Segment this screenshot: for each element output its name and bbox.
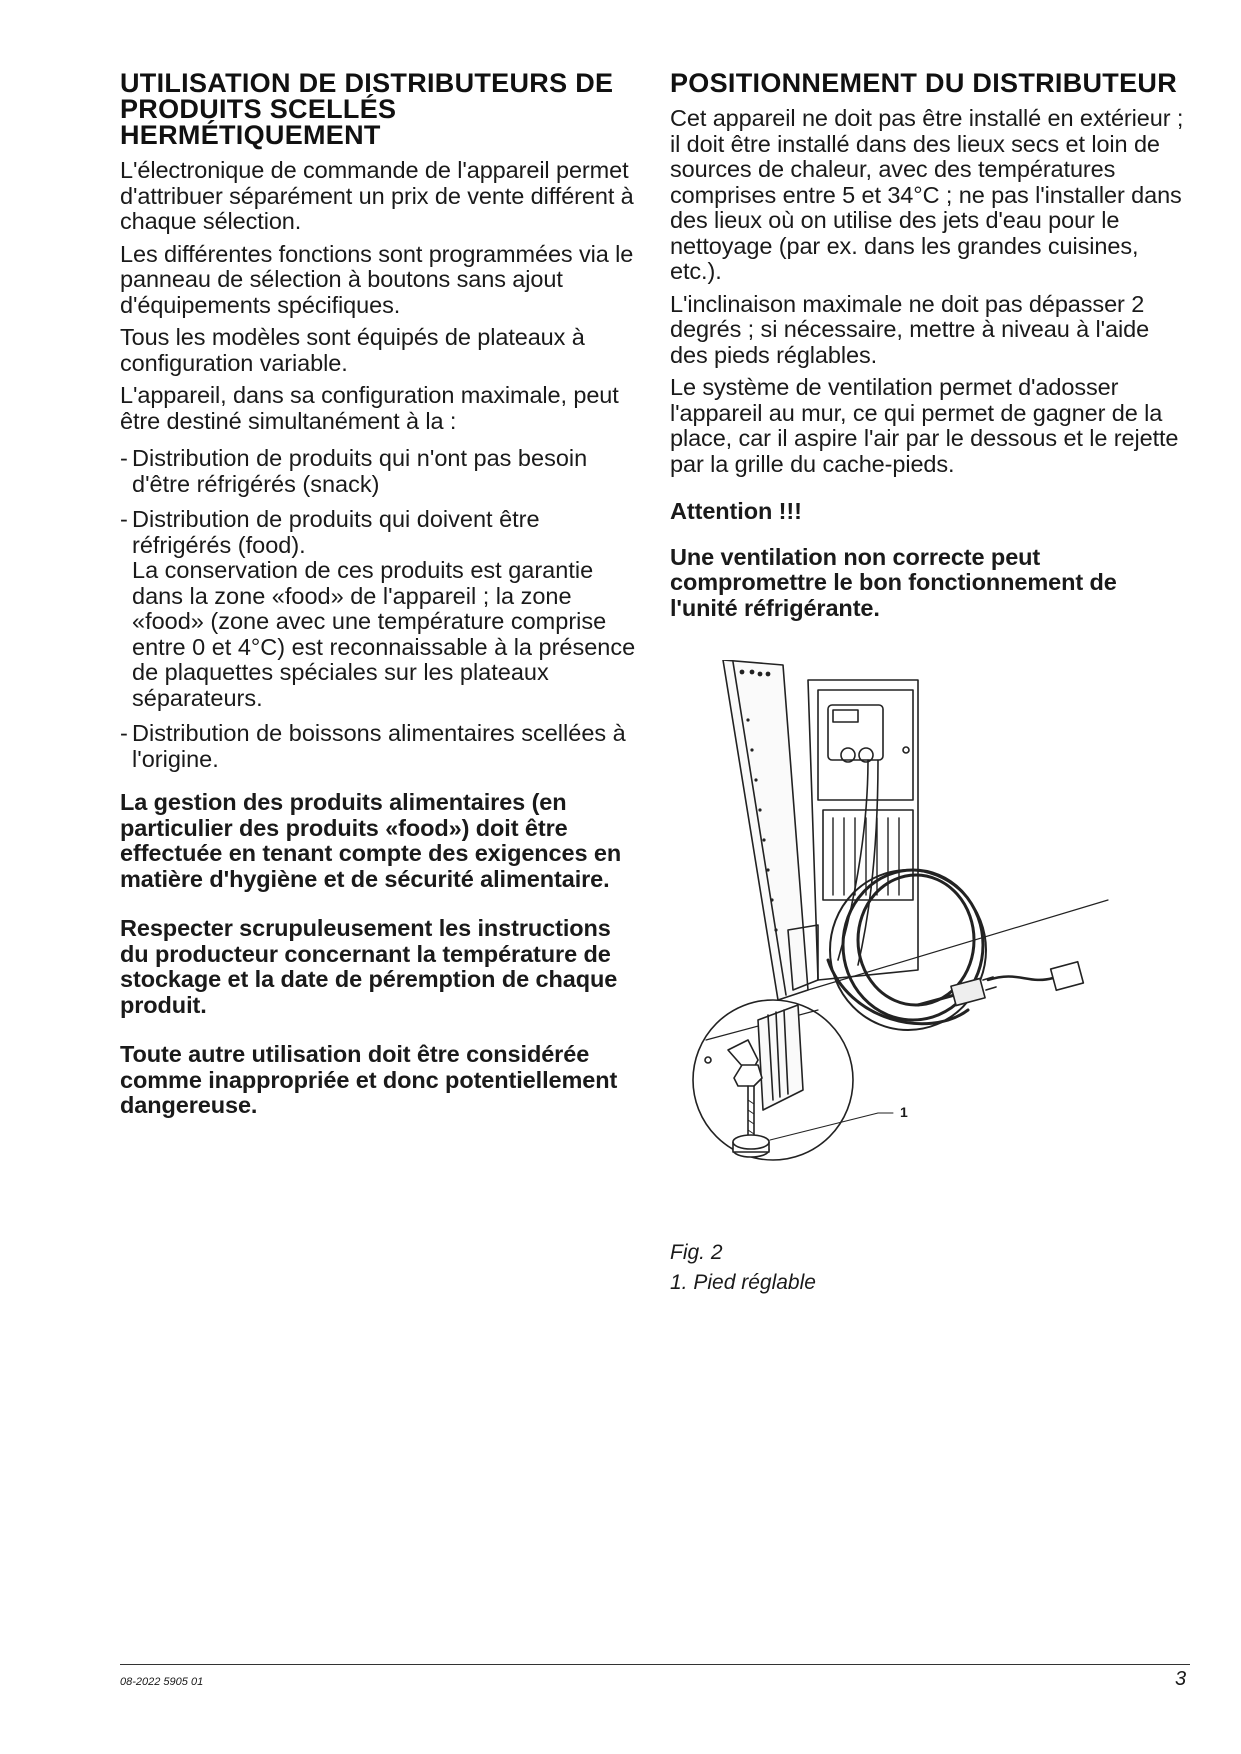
distribution-list: [120, 446, 640, 772]
figure-number: Fig. 2: [670, 1241, 723, 1264]
bold-note-hygiene: La gestion des produits alimentaires (en particulier des produits «food») doit être effectuée en tenant compte des exigences en matière d'hygiène et de sécurité alimentaire.: [120, 789, 622, 892]
list-item: - Distribution de produits qui doivent être réfrigérés (food). La conservation de ces produits est garantie dans la zone «food» de l'appareil ; la zone «food» (zone avec une température comprise entre 0 et 4°C) est reconnaissable à la présence de plaquettes spéciales sur les plateaux séparateurs.: [120, 507, 640, 711]
page-number: 3: [1175, 1668, 1187, 1690]
attention-label: Attention !!!: [670, 498, 802, 524]
ventilation-warning: Une ventilation non correcte peut compromettre le bon fonctionnement de l'unité réfrigérante.: [670, 543, 1117, 621]
bold-note-instructions: Respecter scrupuleusement les instructions du producteur concernant la température de stockage et la date de péremption de chaque produit.: [120, 915, 618, 1018]
left-column: [120, 70, 640, 1143]
paragraph: L'inclinaison maximale ne doit pas dépasser 2 degrés ; si nécessaire, mettre à niveau à l'aide des pieds réglables.: [670, 290, 1150, 368]
paragraph: Les différentes fonctions sont programmées via le panneau de sélection à boutons sans ajout d'équipements spécifiques.: [120, 240, 634, 318]
bold-note-usage: Toute autre utilisation doit être considérée comme inappropriée et donc potentiellement dangereuse.: [120, 1041, 618, 1118]
section-title-positionnement: POSITIONNEMENT DU DISTRIBUTEUR: [670, 68, 1178, 98]
figure-caption: [670, 1238, 816, 1298]
paragraph: L'appareil, dans sa configuration maximale, peut être destiné simultanément à la :: [120, 382, 619, 434]
list-item: - Distribution de boissons alimentaires scellées à l'origine.: [120, 721, 640, 772]
right-column: [670, 70, 1190, 645]
figure-legend: 1. Pied réglable: [670, 1271, 816, 1294]
paragraph: L'électronique de commande de l'appareil permet d'attribuer séparément un prix de vente différent à chaque sélection.: [120, 157, 634, 234]
footer-divider: [120, 1664, 1190, 1665]
paragraph: Tous les modèles sont équipés de plateaux à configuration variable.: [120, 324, 585, 376]
list-item: - Distribution de produits qui n'ont pas besoin d'être réfrigérés (snack): [120, 446, 640, 497]
vending-machine-foot-illustration: [668, 660, 1118, 1230]
document-code: 08-2022 5905 01: [120, 1676, 204, 1688]
paragraph: Cet appareil ne doit pas être installé en extérieur ; il doit être installé dans des lieux secs et loin de sources de chaleur, avec des températures comprises entre 5 et 34°C ; ne pas l'installer dans des lieux où on utilise des jets d'eau pour le nettoyage (par ex. dans les grandes cuisines, etc.).: [670, 105, 1184, 284]
list-item-detail: La conservation de ces produits est garantie dans la zone «food» de l'appareil ; la zone «food» (zone avec une température comprise entre 0 et 4°C) est reconnaissable à la présence de plaquettes spéciales sur les plateaux séparateurs.: [132, 557, 636, 711]
figure-callout-1: 1: [900, 1104, 908, 1120]
paragraph: Le système de ventilation permet d'adosser l'appareil au mur, ce qui permet de gagner de la place, car il aspire l'air par le dessous et le rejette par la grille du cache-pieds.: [670, 374, 1179, 477]
section-title-utilisation: UTILISATION DE DISTRIBUTEURS DE PRODUITS SCELLÉS HERMÉTIQUEMENT: [120, 68, 614, 150]
